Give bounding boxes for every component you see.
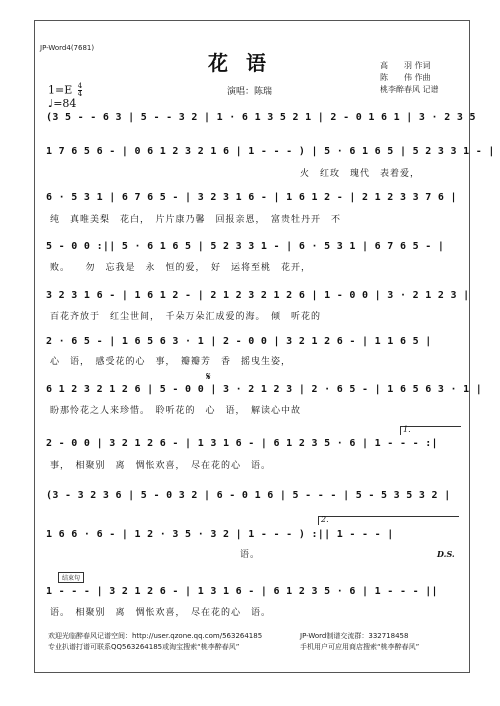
footer-left: [48, 631, 262, 653]
volta-2-label: 2.: [321, 515, 329, 524]
score-line-10: 1 6 6 · 6 - | 1 2 · 3 5 · 3 2 | 1 - - - ) :|| 1 - - - |: [46, 529, 394, 540]
lyrics-line-7: 盼那怜花之人来珍惜。 聆听花的 心 语， 解读心中故: [50, 406, 302, 416]
lyrics-line-2: 火 红玫 瑰代 表着爱，: [300, 169, 421, 179]
footer-mobile: 手机用户可应用商店搜索“桃李醉春风”: [300, 643, 420, 651]
credit-transcriber: 桃李醉春风 记谱: [380, 85, 439, 94]
key-signature: [48, 83, 82, 98]
score-line-5: 3 2 3 1 6 - | 1 6 1 2 - | 2 1 2 3 2 1 2 6 | 1 - 0 0 | 3 · 2 1 2 3 |: [46, 290, 470, 301]
score-line-9: (3 - 3 2 3 6 | 5 - 0 3 2 | 6 - 0 1 6 | 5 - - - | 5 - 5 3 5 3 2 |: [46, 490, 451, 501]
score-line-8: 2 - 0 0 | 3 2 1 2 6 - | 1 3 1 6 - | 6 1 2 3 5 · 6 | 1 - - - :|: [46, 438, 438, 449]
score-line-11: 1 - - - | 3 2 1 2 6 - | 1 3 1 6 - | 6 1 2 3 5 · 6 | 1 - - - ||: [46, 586, 438, 597]
footer-contact: 专业扒谱打谱可联系QQ563264185或淘宝搜索“桃李醉春风”: [48, 643, 240, 651]
score-line-6: 2 · 6 5 - | 1 6 5 6 3 · 1 | 2 - 0 0 | 3 2 1 2 6 - | 1 1 6 5 |: [46, 336, 432, 347]
dal-segno-mark: D.S.: [437, 549, 455, 559]
singer: 演唱：陈瑞: [227, 87, 273, 97]
lyrics-line-6: 心 语， 感受花的心 事， 瓣瓣芳 香 摇曳生姿，: [50, 357, 292, 367]
footer-group: JP-Word制谱交流群：332718458: [300, 632, 409, 640]
lyrics-line-4: 败。 勿 忘我是 永 恒的爱， 好 运将至桃 花开，: [50, 263, 312, 273]
key-label: 1=E: [48, 83, 73, 97]
footer-website: 欢迎光临醉春风记谱空间：http://user.qzone.qq.com/563264185: [48, 632, 263, 640]
score-line-3: 6 · 5 3 1 | 6 7 6 5 - | 3 2 3 1 6 - | 1 6 1 2 - | 2 1 2 3 3 7 6 |: [46, 192, 457, 203]
outro-label: 结束句: [58, 572, 84, 583]
volta-1-label: 1.: [403, 425, 411, 434]
footer-right: [300, 631, 419, 653]
score-line-7: 6 1 2 3 2 1 2 6 | 5 - 0 0 | 3 · 2 1 2 3 | 2 · 6 5 - | 1 6 5 6 3 · 1 |: [46, 384, 483, 395]
lyrics-line-10: 语。: [50, 550, 261, 560]
lyrics-line-5: 百花齐放于 红尘世间， 千朵万朵汇成爱的海。 倾 听花的: [50, 312, 322, 322]
score-line-2: 1 7 6 5 6 - | 0 6 1 2 3 2 1 6 | 1 - - - ) | 5 · 6 1 6 5 | 5 2 3 3 1 - |: [46, 146, 495, 157]
credits: [380, 60, 439, 96]
credit-lyricist: 高 羽 作词: [380, 61, 431, 70]
lyrics-line-3: 纯 真唯美梨 花白， 片片康乃馨 回报亲恩， 富贵牡丹开 不: [50, 215, 342, 225]
volta-2-bracket: [318, 516, 459, 525]
lyrics-line-11: 语。 相聚别 离 惆怅欢喜， 尽在花的心 语。: [50, 608, 272, 618]
score-line-1: (3 5 - - 6 3 | 5 - - 3 2 | 1 · 6 1 3 5 2 1 | 2 - 0 1 6 1 | 3 · 2 3 5: [46, 112, 476, 123]
song-title: 花语: [208, 51, 284, 75]
time-signature: $\frac{4}{4}$: [77, 82, 83, 98]
tempo-marking: ♩=84: [48, 97, 77, 110]
software-code: JP-Word4(7681): [40, 44, 95, 52]
lyrics-line-8: 事， 相聚别 离 惆怅欢喜， 尽在花的心 语。: [50, 461, 272, 471]
credit-composer: 陈 伟 作曲: [380, 73, 431, 82]
segno-mark: 𝄋: [206, 370, 211, 383]
score-line-4: 5 - 0 0 :|| 5 · 6 1 6 5 | 5 2 3 3 1 - | 6 · 5 3 1 | 6 7 6 5 - |: [46, 241, 445, 252]
